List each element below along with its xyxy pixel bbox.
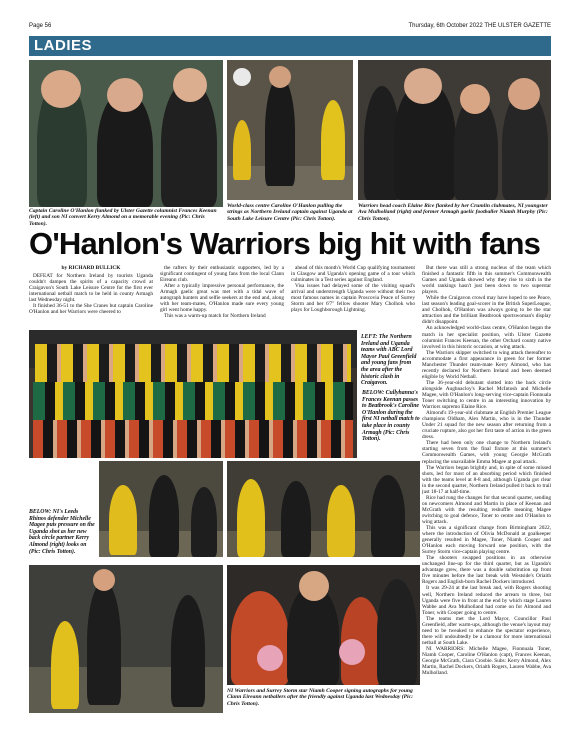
paragraph: It was 29-24 at the last break and, with Rogers shooting well, Northern Ireland reduced the arrears to three, but Uganda were five in front at the end by which stage Lauren Wabbe and Ava Mulholland had come on for Almond and Toner, with Cooper going to centre. <box>422 585 551 616</box>
section-banner: LADIES <box>29 36 551 56</box>
date-and-paper: Thursday, 6th October 2022 THE ULSTER GAZETTE <box>408 23 551 29</box>
main-headline: O'Hanlon's Warriors big hit with fans <box>29 226 541 261</box>
photo-caption-3: Warriors head coach Elaine Rice flanked by her Crumlin clubmates, NI youngster Ava Mulholland (right) and former Armagh gaelic footballer Niamh Murphy (Pic: Chris Totton). <box>358 203 548 222</box>
photo-captain-columnist <box>29 60 223 207</box>
article-column-4 <box>422 265 551 707</box>
paragraph: But there was still a strong nucleus of the team which finished a fantastic fifth in this summer's Commonwealth Games and Uganda showed why they rise to sixth in the world rankings hasn't just been down to two superstar players. <box>422 265 551 296</box>
page-number: Page 56 <box>29 23 52 29</box>
paragraph: There had been only one change to Northern Ireland's starting seven from the final fixture at this summer's Commonwealth Games, with young Georgie McGrath replacing the unavailable Emma Magee at goal attack. <box>422 440 551 465</box>
paragraph: ahead of this month's World Cup qualifying tournament in Glasgow and Uganda's opening game of a tour which culminates in a Test series against England. <box>291 265 415 284</box>
photo-caption-autographs: NI Warriors and Surrey Storm star Niamh Cooper signing autographs for young Clann Eireann netballers after the friendly against Uganda last Wednesday (Pic: Chris Totton). <box>227 688 413 707</box>
paragraph: The Warriors skipper switched to wing attack thereafter to accommodate a first appearance in green for her former Manchester Thunder team-mate Kerry Almond, who has recently declared for Northern Ireland and been deemed eligible by World Netball. <box>422 349 551 380</box>
paragraph: After a typically impressive personal performance, the Armagh gaelic great was met with a tidal wave of autograph hunters and selfie seekers at the end and, along with her team-mates, O'Hanlon made sure every young girl went home happy. <box>160 283 284 314</box>
byline: by RICHARD BULLICK <box>61 265 121 271</box>
paragraph: While the Craigavon crowd may have hoped to see Peace, last season's leading goal-scorer in the British SuperLeague, and Cholhok, O'Hanlon was always going to be the star attraction and the brilliant Beatbrook sportswoman's display didn't disappoint. <box>422 295 551 326</box>
photo-team-group <box>29 330 357 458</box>
paragraph: The shooters swapped positions in an otherwise unchanged line-up for the third quarter, but as Uganda's advantage grew, there was a double substitution up front five minutes before the last break with Westside's Oriaith Rogers and English-born Rachel Dockers introduced. <box>422 555 551 586</box>
paragraph: It finished 36-51 to the She Cranes but captain Caroline O'Hanlon and her Warriors were cheered to <box>29 303 153 316</box>
paragraph: The teams met the Lord Mayor, Councillor Paul Greenfield, after warm-ups, although the venue's layout may need to be tweaked to enhance the spectator experience, there will undoubtedly be a clamour for more international netball at South Lake. <box>422 615 551 646</box>
page-header <box>29 23 551 33</box>
action-caption-left: BELOW: NI's Leeds Rhinos defender Michelle Magee puts pressure on the Uganda shot as her new back circle partner Kerry Almond (right) looks on (Pic: Chris Totton). <box>29 509 95 555</box>
paragraph: Rice had rung the changes for that second quarter, sending on newcomers Almond and Martin in place of Keenan and McGrath with the resulting reshuffle meaning Magee switching to goal defence, Toner to centre and O'Hanlon to wing attack. <box>422 494 551 525</box>
photo-coach-clubmates <box>358 60 551 200</box>
photo-captain-action <box>227 60 353 200</box>
paragraph: The Warriors began brightly and, in spite of some missed shots, led for most of an absorbing period which finished with the teams level at 8-8 and, although Uganda got clear in the second quarter, Northern Ireland pulled it back to trail just 18-17 at half-time. <box>422 464 551 495</box>
photo-autographs <box>227 565 420 685</box>
photo-action-left <box>99 461 223 557</box>
paragraph: Almond's 19-year-old clubmate at English Premier League champions Oldham, Alex Martin, who is in the Thunder Under 21 squad for the new season after returning from a cruciate rupture, also got her first taste of action in the green dress. <box>422 410 551 441</box>
photo-action-right <box>227 461 420 557</box>
paragraph: This was a significant change from Birmingham 2022, where the introduction of Olivia McDonald at goalkeeper generally resulted in Magee, Toner, Niamh Cooper and O'Hanlon each moving forward one position, with the Surrey Storm vice-captain playing centre. <box>422 525 551 556</box>
paragraph: Visa issues had delayed some of the visiting squad's arrival and understrength Uganda were without their two most famous names in captain Proscovia Peace of Surrey Storm and her 6'7" fellow shooter Mary Cholhok who plays for Loughborough Lightning. <box>291 283 415 314</box>
paragraph: the rafters by their enthusiastic supporters, led by a significant contingent of young fans from the local Clann Eireann club. <box>160 265 284 284</box>
article-column-3 <box>291 265 415 325</box>
article-column-1 <box>29 265 153 325</box>
photo-caption-1: Captain Caroline O'Hanlon flanked by Ulster Gazette columnist Frances Keenan (left) and son NI convert Kerry Almond on a memorable evening (Pic: Chris Totton). <box>29 208 217 227</box>
photo-caption-2: World-class centre Caroline O'Hanlon pulling the strings as Northern Ireland captain against Uganda at South Lake Leisure Centre (Pic: Chris Totton). <box>227 203 353 222</box>
paragraph: This was a warm-up match for Northern Ireland <box>164 313 266 320</box>
paragraph: DEFEAT for Northern Ireland by tourists Uganda couldn't dampen the spirits of a capacity crowd at Craigavon's South Lake Leisure Centre for the first ever international netball match to be held in county Armagh last Wednesday night. <box>29 273 153 304</box>
article-column-2 <box>160 265 284 325</box>
paragraph: NI WARRIORS: Michelle Magee, Fionnuala Toner, Niamh Cooper, Caroline O'Hanlon (capt), Frances Keenan, Georgie McGrath, Ciara Crosbie. Subs: Kerry Almond, Alex Martin, Rachel Dockers, Oriaith Rogers, Lauren Wabbe, Ava Mulholland. <box>422 645 551 677</box>
paragraph: An acknowledged world-class centre, O'Hanlon began the match in her specialist position, with Ulster Gazette columnist Frances Keenan, the other Orchard county native involved in this historic occasion, at wing attack. <box>422 325 551 350</box>
paragraph: The 36-year-old debutant slotted into the back circle alongside Aughnacloy's Rachel McIntosh and Michelle Magee, with O'Hanlon's long-serving vice-captain Fionnuala Toner switching to centre in an interesting innovation by Warriors supremo Elaine Rice. <box>422 379 551 411</box>
photo-defence-action <box>29 565 223 713</box>
team-photo-caption-left: LEFT: The Northern Ireland and Uganda teams with ABC Lord Mayor Paul Greenfield and young fans from the area after the historic clash in Craigavon. <box>361 334 417 387</box>
team-photo-caption-below: BELOW: Cullyhanna's Frances Keenan passes to Beatbrook's Caroline O'Hanlon during the first NI netball match to take place in county Armagh (Pic: Chris Totton). <box>362 390 420 443</box>
